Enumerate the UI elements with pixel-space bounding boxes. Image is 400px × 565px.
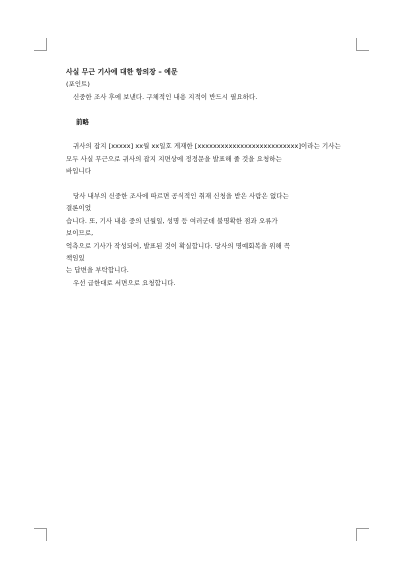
- paragraph2-line: 는 답변을 부탁합니다.: [66, 266, 129, 275]
- document-body: [66, 66, 366, 289]
- paragraph1-line: 귀사의 잡지 [xxxxx] xx월 xx일호 게재한 [xxxxxxxxxxxxxxxxxxxxxxxxxx]이라는 기사는: [73, 142, 341, 151]
- document-title: 사실 무근 기사에 대한 항의장 – 예문: [66, 68, 178, 76]
- crop-mark-top-right: [356, 38, 369, 51]
- paragraph2-line: 책임있: [66, 254, 85, 263]
- paragraph1-line: 바입니다: [66, 167, 92, 176]
- salutation-heading: 前略: [76, 117, 89, 126]
- paragraph2-line: 당사 내부의 신중한 조사에 따르면 공식적인 취재 신청을 받은 사람은 없다는: [73, 192, 289, 201]
- crop-mark-bottom-right: [356, 528, 369, 541]
- point-tag: (포인트): [66, 80, 91, 89]
- spacer: [66, 128, 366, 140]
- paragraph2-line: 결론이었: [66, 204, 92, 213]
- paragraph1-line: 모두 사실 무근으로 귀사의 잡지 지면상에 정정문을 발표해 줄 것을 요청하는: [66, 154, 282, 163]
- paragraph2-line: 습니다. 또, 기사 내용 중의 년월일, 성명 등 여러군데 불명확한 점과 오류가: [66, 216, 278, 225]
- spacer: [66, 103, 366, 115]
- paragraph2-line: 보이므로,: [66, 229, 94, 238]
- crop-mark-bottom-left: [34, 528, 47, 541]
- paragraph2-line: 우선 급한대로 서면으로 요청합니다.: [73, 278, 176, 287]
- paragraph2-line: 억측으로 기사가 작성되어, 발표된 것이 확실합니다. 당사의 명예회복을 위해 꼭: [66, 241, 291, 250]
- point-text: 신중한 조사 후에 보낸다. 구체적인 내용 지적이 반드시 필요하다.: [73, 92, 258, 101]
- spacer: [66, 178, 366, 190]
- crop-mark-top-left: [34, 38, 47, 51]
